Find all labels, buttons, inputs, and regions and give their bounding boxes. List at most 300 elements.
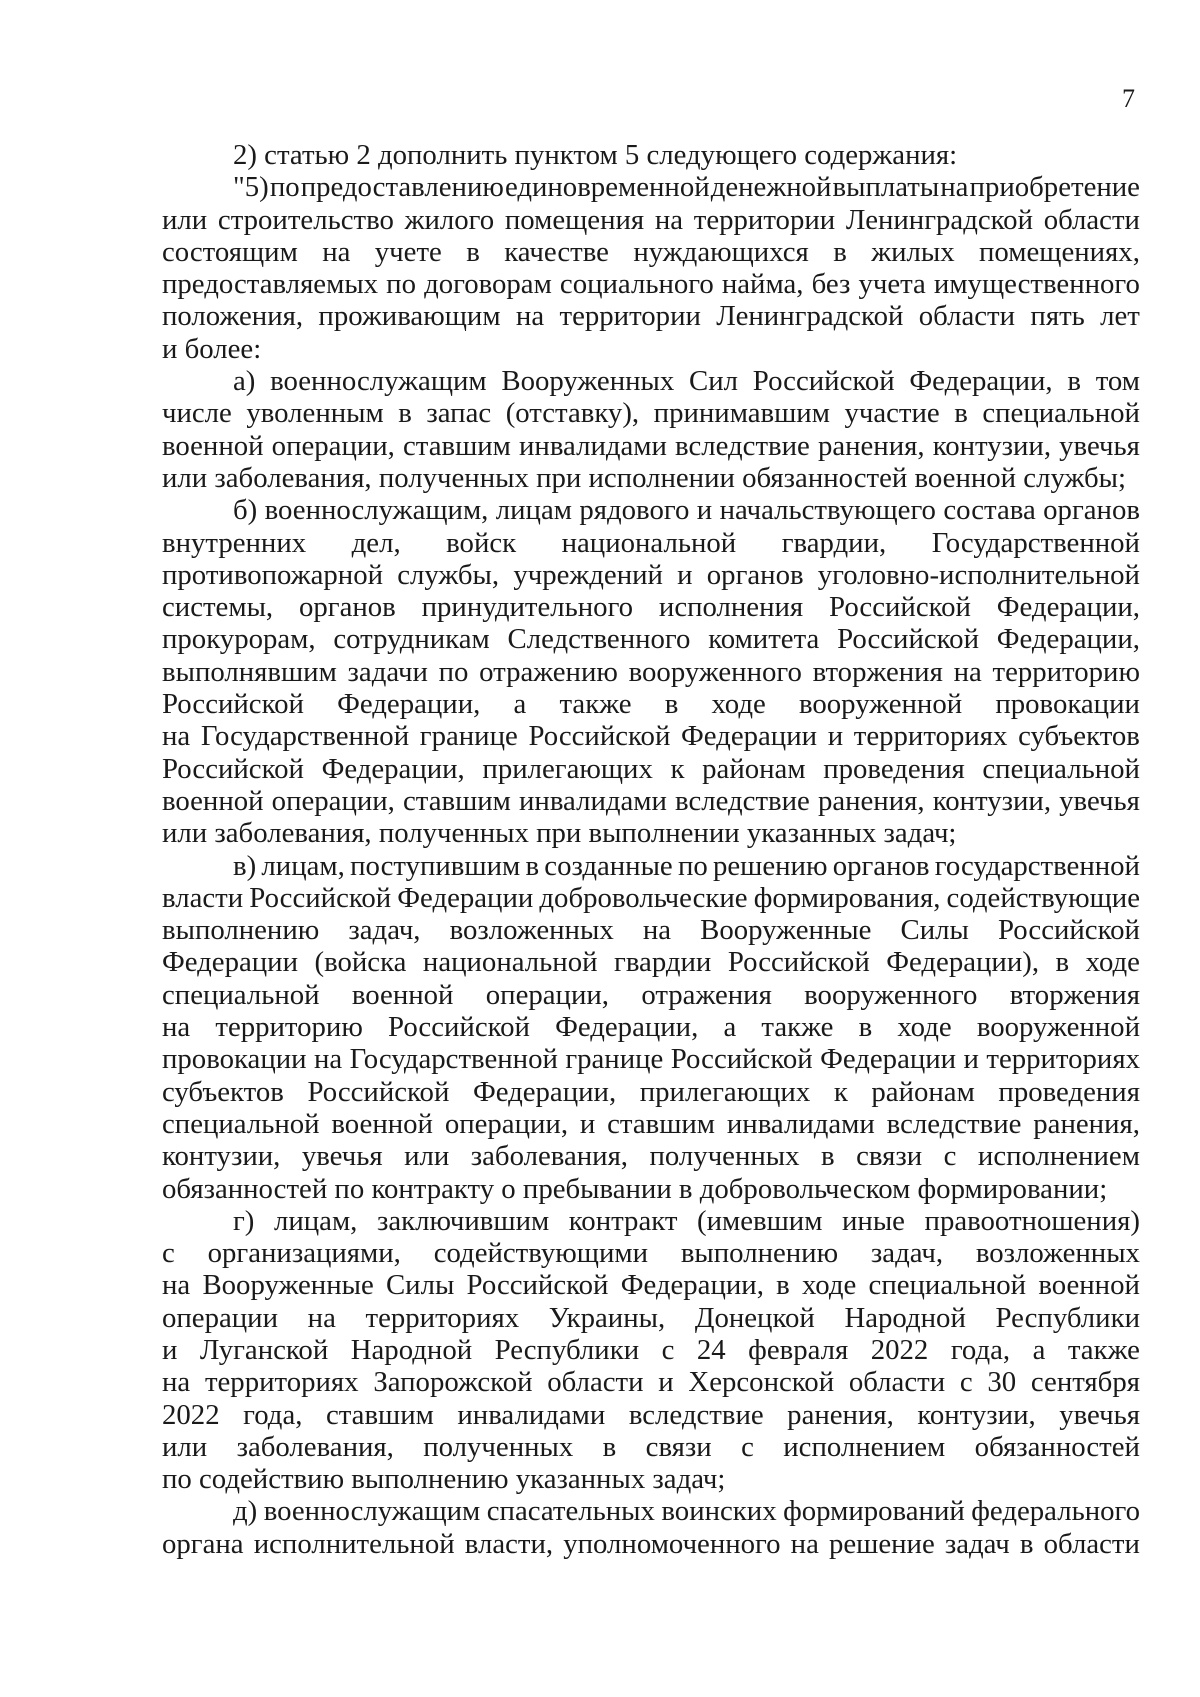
word: пять [1030,300,1085,333]
word: на [162,1366,191,1399]
word: и [827,720,844,753]
word: ранения, [787,1398,894,1431]
word: участие [844,397,940,430]
word: Федерации [820,1043,957,1076]
text-line [162,397,1140,429]
word: национальной [561,526,737,559]
word: на [642,914,672,947]
word: также [1067,1333,1140,1366]
text-line: и более: [162,332,262,365]
word: контракт [568,1204,678,1237]
word: задачи [347,655,428,688]
word: спасательных [486,1495,655,1528]
word: жилого [404,203,495,236]
word: принимавшим [653,397,830,430]
word: ставшим [402,429,511,462]
word: области [547,1366,644,1399]
word: операции, [271,429,395,462]
word: Федерации, [909,365,1053,398]
word: содействующими [433,1237,649,1270]
text-line: обязанностей по контракту о пребывании в добровольческом формировании; [162,1172,1108,1205]
word: органов [298,591,396,624]
word: заболевания, [470,1140,629,1173]
text-line [162,1237,1140,1269]
word: Силы [900,914,969,947]
word: Следственного [507,623,691,656]
word: года, [950,1333,1011,1366]
word: Российской [528,720,671,753]
word: территорию [992,655,1140,688]
word: в [466,235,480,268]
word: проживающим [318,300,501,333]
word: содействующие [946,881,1140,914]
text-line [162,688,1140,720]
word: увечья [1059,429,1140,462]
word: поступившим [350,849,521,882]
word: выплаты [832,171,940,204]
word: Российской [466,1269,609,1302]
word: специальной [162,1107,320,1140]
word: территориях [853,720,1008,753]
word: на [162,720,191,753]
word: Федерации [681,720,818,753]
word: а) [233,365,256,398]
word: нуждающихся [633,235,809,268]
word: специальной [982,752,1140,785]
word: территории [559,300,701,333]
word: национальной [422,946,598,979]
word: в [954,397,968,430]
word: Российской [998,914,1140,947]
word: Федерации [162,946,298,979]
text-line [162,1528,1140,1560]
word: строительство [217,203,394,236]
word: возложенных [975,1237,1140,1270]
word: вторжения [812,655,943,688]
word: территорию [215,1011,363,1044]
text-line [162,1011,1140,1043]
word: Республики [995,1301,1140,1334]
text-line [162,946,1140,978]
word: Народной [350,1333,473,1366]
word: выполнению [162,914,320,947]
word: ставшим [607,1107,716,1140]
word: границе [565,1043,664,1076]
word: Ленинградской [845,203,1033,236]
word: февраля [748,1333,849,1366]
word: Ленинградской [716,300,904,333]
word: области [918,300,1016,333]
word: найма, [721,268,804,301]
word: б) [233,494,258,527]
word: и [579,1107,596,1140]
word: в) [233,849,257,882]
word: с [162,1237,175,1270]
word: а [723,1011,737,1044]
word: а [513,688,527,721]
text-line [162,979,1140,1011]
word: Российской [307,1075,450,1108]
word: операции, [444,1107,569,1140]
word: денежной [710,171,832,204]
word: г) [233,1204,255,1237]
word: системы, [162,591,274,624]
word: Российской [162,752,304,785]
word: на [940,171,969,204]
word: лицам [495,494,572,527]
text-line [162,1076,1140,1108]
word: и [963,1043,979,1076]
word: в [776,1269,790,1302]
word: по [438,655,469,688]
word: области [848,1366,946,1399]
word: предоставлению [300,171,504,204]
word: военнослужащим [263,1495,481,1528]
word: в [398,397,412,430]
word: в [525,849,540,882]
word: в [821,1140,835,1173]
word: и [677,558,693,591]
word: провокации [162,1043,307,1076]
word: субъектов [162,1075,284,1108]
text-line [162,527,1140,559]
text-line [162,1431,1140,1463]
word: решение [829,1527,935,1560]
word: запас [426,397,492,430]
word: в [1055,946,1070,979]
text-line [162,1205,1140,1237]
word: ставшим [402,784,511,817]
word: увечья [1059,784,1140,817]
word: исполнением [977,1140,1140,1173]
text-line [162,1269,1140,1301]
word: органа [162,1527,244,1560]
text-line [162,914,1140,946]
word: социального [559,268,714,301]
word: органов [706,558,804,591]
text-line [162,656,1140,688]
word: ранения, [817,784,925,817]
word: инвалидами [457,1398,606,1431]
word: или [404,1140,450,1173]
word: провокации [995,688,1140,721]
word: выполнявшим [162,655,337,688]
word: войск [446,526,517,559]
text-line: по содействию выполнению указанных задач; [162,1463,726,1496]
word: вследствие [675,429,810,462]
word: вооруженного [804,978,978,1011]
word: или [162,203,208,236]
word: вследствие [675,784,810,817]
word: исполнительной [253,1527,455,1560]
word: отражения [641,978,772,1011]
word: Федерации, [996,591,1140,624]
word: задач [944,1527,1010,1560]
word: инвалидами [519,784,667,817]
word: ранения, [817,429,925,462]
word: 2022 [162,1398,220,1431]
word: правоотношения) [924,1204,1140,1237]
word: операции, [271,784,395,817]
word: связи [645,1430,712,1463]
word: на [162,1011,191,1044]
word: положения, [162,300,304,333]
word: организациями, [207,1237,401,1270]
text-line [162,1108,1140,1140]
word: вследствие [628,1398,764,1431]
word: лицам, [273,1204,358,1237]
word: полученных [423,1430,574,1463]
document-body [162,139,1140,1560]
word: жилых [871,235,955,268]
word: с [959,1366,973,1399]
word: органов [1043,494,1140,527]
text-line [162,785,1140,817]
text-line [162,236,1140,268]
word: учете [374,235,442,268]
word: власти [162,881,244,914]
word: вследствие [886,1107,1022,1140]
word: приобретение [969,171,1140,204]
word: военнослужащим, [264,494,489,527]
word: проведения [823,752,965,785]
text-line [162,1043,1140,1075]
word: в [1067,365,1081,398]
text-line: или заболевания, полученных при выполнении указанных задач; [162,817,957,850]
word: территориях [365,1301,520,1334]
word: в [1019,1527,1034,1560]
word: Луганской [199,1333,329,1366]
word: Федерации, [472,1075,617,1108]
word: начальствующего [719,494,936,527]
word: комитета [708,623,820,656]
word: военной [162,784,264,817]
word: возложенных [449,914,614,947]
word: Российской [162,688,304,721]
word: формирований [783,1495,965,1528]
word: с [661,1333,675,1366]
word: д) [233,1495,258,1528]
text-line [162,494,1140,526]
word: субъектов [1018,720,1140,753]
word: уволенным [246,397,384,430]
word: ходе [897,1011,952,1044]
word: военной [1038,1269,1140,1302]
word: 30 [987,1366,1017,1399]
word: без [811,268,851,301]
word: Федерации), [886,946,1040,979]
word: Государственной [349,1043,558,1076]
word: сентября [1030,1366,1140,1399]
word: Вооруженных [501,365,675,398]
word: формирования, [753,881,941,914]
word: ходе [1085,946,1140,979]
word: на [314,1043,343,1076]
word: контузии, [917,1398,1036,1431]
word: прилегающих [482,752,653,785]
word: в [664,688,679,721]
word: Российской [752,365,895,398]
word: ходе [801,1269,857,1302]
text-line [162,882,1140,914]
word: исполнения [658,591,804,624]
text-line [162,365,1140,397]
word: Российской [388,1011,530,1044]
word: ходе [711,688,766,721]
text-line [162,204,1140,236]
text-line [162,171,1140,203]
word: инвалидами [519,429,667,462]
text-line [162,268,1140,300]
word: Народной [844,1301,966,1334]
text-line [162,559,1140,591]
word: и [658,1366,674,1399]
word: специальной [162,978,320,1011]
word: на [654,203,684,236]
word: исполнением [783,1430,946,1463]
word: области [1043,203,1140,236]
word: на [953,655,982,688]
word: по [386,268,416,301]
word: власти, [464,1527,554,1560]
word: контузии, [162,1140,281,1173]
word: 2022 [870,1333,929,1366]
word: учета [858,268,926,301]
text-line [162,623,1140,655]
word: "5) [233,171,269,204]
text-line: 2) статью 2 дополнить пунктом 5 следующего содержания: [233,139,958,171]
word: помещениях, [979,235,1140,268]
word: в [602,1430,617,1463]
word: единовременной [504,171,710,204]
word: (войска [314,946,407,979]
word: органов [832,849,930,882]
word: на [322,235,351,268]
word: проведения [998,1075,1140,1108]
word: добровольческие [539,881,748,914]
word: вооруженного [628,655,802,688]
word: лицам, [261,849,345,882]
word: Федерации, [337,688,481,721]
text-line [162,1334,1140,1366]
word: инвалидами [726,1107,875,1140]
word: задач, [870,1237,944,1270]
word: связи [856,1140,923,1173]
word: районам [702,752,806,785]
word: воинских [661,1495,777,1528]
word: Государственной [200,720,410,753]
word: прилегающих [639,1075,811,1108]
word: гвардии, [781,526,887,559]
word: контузии, [932,784,1052,817]
word: рядового [579,494,690,527]
word: гвардии [614,946,712,979]
word: уполномоченного [563,1527,781,1560]
word: по [677,849,708,882]
word: задач, [348,914,421,947]
word: и [162,1333,178,1366]
word: военной [351,978,454,1011]
word: на [162,1269,191,1302]
word: на [515,300,545,333]
text-line [162,753,1140,785]
word: Федерации [397,881,534,914]
word: Сил [689,365,739,398]
word: к [833,1075,848,1108]
word: отражению [479,655,618,688]
word: операции, [485,978,609,1011]
word: операции [162,1301,279,1334]
word: и [696,494,713,527]
word: Республики [494,1333,640,1366]
word: лет [1100,300,1140,333]
word: Федерации, [996,623,1140,656]
word: принудительного [421,591,634,624]
word: учреждений [513,558,663,591]
word: иные [842,1204,905,1237]
word: районам [871,1075,975,1108]
word: в [833,235,847,268]
text-line [162,850,1140,882]
word: территориях [986,1043,1140,1076]
word: числе [162,397,232,430]
word: Российской [670,1043,813,1076]
text-line [162,720,1140,752]
word: выполнению [680,1237,839,1270]
word: также [761,1011,834,1044]
word: том [1095,365,1140,398]
word: Херсонской [688,1366,835,1399]
word: дел, [351,526,401,559]
word: заболевания, [236,1430,394,1463]
text-line [162,1140,1140,1172]
word: Российской [837,623,979,656]
text-line [162,430,1140,462]
word: качестве [504,235,609,268]
word: Украины, [548,1301,666,1334]
word: (имевшим [697,1204,823,1237]
word: с [943,1140,957,1173]
word: контузии, [932,429,1052,462]
word: с [741,1430,754,1463]
word: вооруженной [976,1011,1140,1044]
text-line [162,1399,1140,1431]
word: специальной [868,1269,1027,1302]
word: по [269,171,300,204]
word: территории [693,203,836,236]
word: 24 [696,1333,726,1366]
word: полученных [649,1140,800,1173]
word: состава [943,494,1036,527]
word: помещения [504,203,645,236]
word: Вооруженные [700,914,872,947]
word: увечья [301,1140,383,1173]
word: области [1043,1527,1140,1560]
word: или [162,1430,208,1463]
text-line [162,1495,1140,1527]
word: также [559,688,632,721]
word: а [1032,1333,1046,1366]
word: противопожарной [162,558,384,591]
word: территориях [204,1366,359,1399]
word: созданные [544,849,673,882]
word: Российской [829,591,971,624]
text-line [162,1302,1140,1334]
word: в [858,1011,873,1044]
word: договорам [424,268,552,301]
word: Силы [385,1269,455,1302]
word: на [307,1301,336,1334]
